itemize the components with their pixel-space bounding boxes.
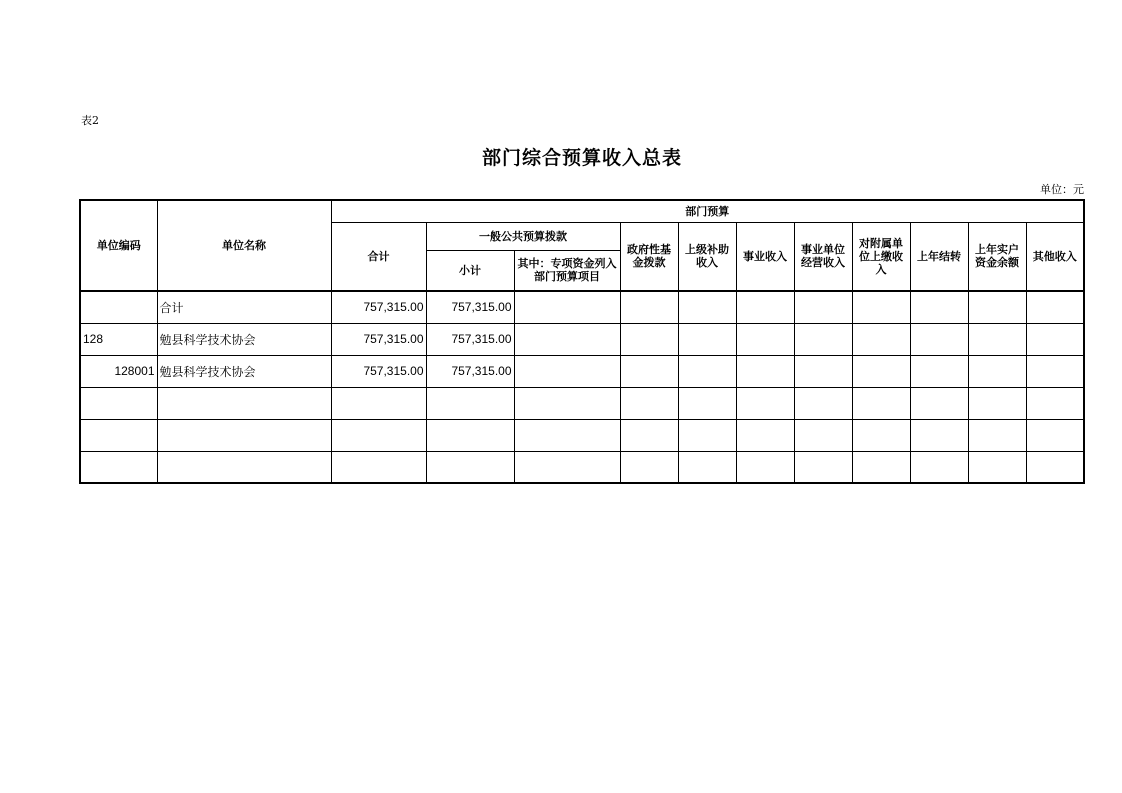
cell-total: 757,315.00: [331, 291, 426, 323]
cell-subtotal: 757,315.00: [426, 323, 514, 355]
header-last-year-balance: 上年实户资金余额: [968, 222, 1026, 291]
table-row: [80, 355, 1084, 387]
cell-name: 合计: [157, 291, 331, 323]
cell-name: 勉县科学技术协会: [157, 355, 331, 387]
budget-income-table: [79, 199, 1085, 484]
table-row-empty: [80, 451, 1084, 483]
header-gov-fund: 政府性基金拨款: [620, 222, 678, 291]
header-superior-subsidy: 上级补助收入: [678, 222, 736, 291]
cell-total: 757,315.00: [331, 355, 426, 387]
form-number: 表2: [81, 114, 99, 127]
header-unit-code: 单位编码: [80, 200, 157, 291]
header-special-funds: 其中：专项资金列入部门预算项目: [514, 250, 620, 291]
header-unit-name: 单位名称: [157, 200, 331, 291]
cell-code: [80, 291, 157, 323]
header-operating-income: 事业单位经营收入: [794, 222, 852, 291]
header-total: 合计: [331, 222, 426, 291]
cell-subtotal: 757,315.00: [426, 291, 514, 323]
table-row-empty: [80, 387, 1084, 419]
cell-name: 勉县科学技术协会: [157, 323, 331, 355]
cell-total: 757,315.00: [331, 323, 426, 355]
header-subtotal: 小计: [426, 250, 514, 291]
header-other-income: 其他收入: [1026, 222, 1084, 291]
cell-subtotal: 757,315.00: [426, 355, 514, 387]
table-row-empty: [80, 419, 1084, 451]
table-row: [80, 323, 1084, 355]
table-row: [80, 291, 1084, 323]
header-last-year-carry: 上年结转: [910, 222, 968, 291]
page-title: 部门综合预算收入总表: [481, 147, 682, 169]
unit-label: 单位：元: [1040, 183, 1084, 196]
header-affiliated-income: 对附属单位上缴收入: [852, 222, 910, 291]
header-business-income: 事业收入: [736, 222, 794, 291]
header-dept-budget: 部门预算: [331, 200, 1084, 222]
cell-code: 128001: [80, 355, 157, 387]
cell-code: 128: [80, 323, 157, 355]
header-general-public: 一般公共预算拨款: [426, 222, 620, 250]
